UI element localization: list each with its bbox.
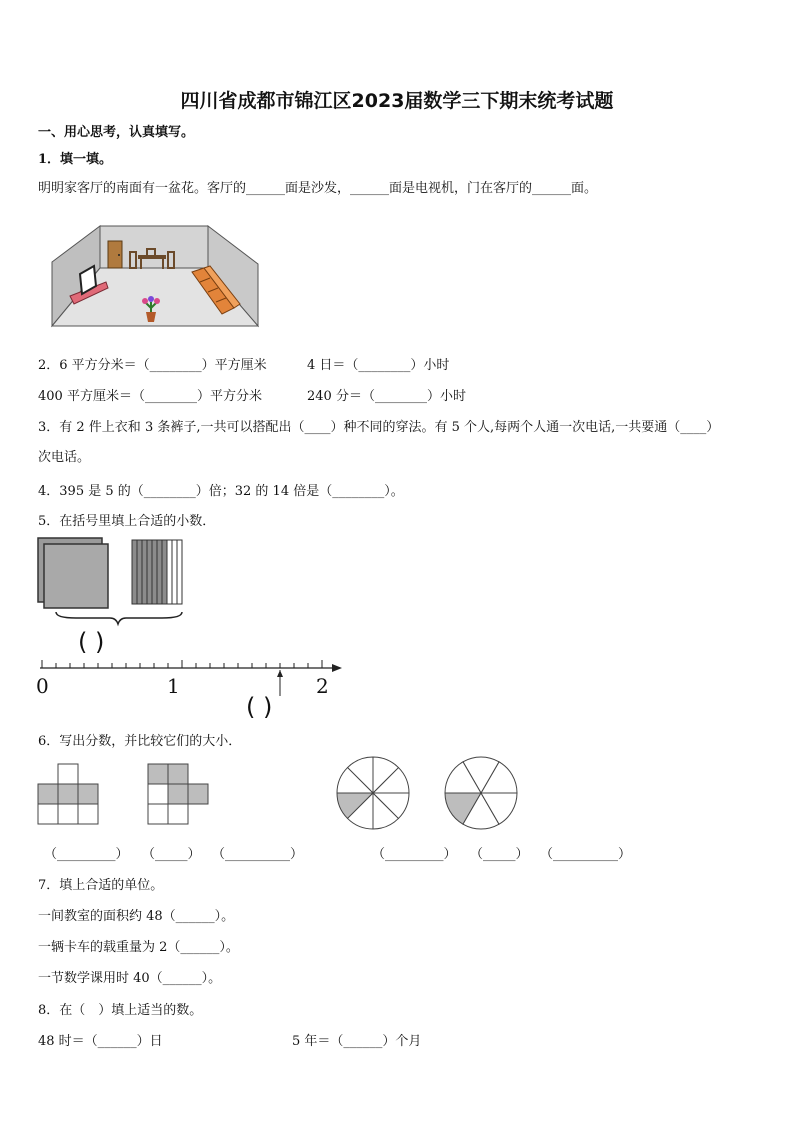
circle-figure-1 (335, 755, 411, 831)
q3-line2: 次电话。 (38, 450, 91, 465)
q8-heading: 8．在（ ）填上适当的数。 (38, 1003, 203, 1018)
living-room-illustration (50, 222, 260, 332)
q7-line1: 一间教室的面积约 48（______）。 (38, 909, 235, 924)
grid-figure-1 (38, 763, 102, 825)
q5-paren-1: ( ) (78, 628, 105, 656)
q2-line1a: 2．6 平方分米＝（________）平方厘米 (38, 358, 267, 373)
q2-line1b: 4 日＝（________）小时 (307, 358, 450, 373)
strip-8 (167, 540, 172, 604)
q2-line2b: 240 分＝（________）小时 (307, 389, 466, 404)
strip-10 (177, 540, 182, 604)
q6-blank-4: （_________） (372, 847, 457, 862)
strip-2 (137, 540, 142, 604)
q8-line1b: 5 年＝（______）个月 (292, 1034, 422, 1049)
axis-label-2: 2 (316, 674, 329, 698)
strip-6 (157, 540, 162, 604)
q7-heading: 7．填上合适的单位。 (38, 878, 164, 893)
q2-line2a: 400 平方厘米＝（________）平方分米 (38, 389, 262, 404)
number-line (36, 656, 346, 700)
strip-1 (132, 540, 137, 604)
q3-line1: 3．有 2 件上衣和 3 条裤子,一共可以搭配出（____）种不同的穿法。有 5 个人,每两个人通一次电话,一共要通（____） (38, 420, 720, 435)
strip-9 (172, 540, 177, 604)
q6-blank-3: （__________） (212, 847, 304, 862)
q1-heading: 1．填一填。 (38, 152, 113, 167)
q6-blank-5: （_____） (470, 847, 529, 862)
q6-blank-6: （__________） (540, 847, 632, 862)
brace (56, 612, 182, 624)
grid-figure-2 (148, 763, 212, 825)
strip-5 (152, 540, 157, 604)
value-arrow-head (277, 670, 283, 677)
q7-line3: 一节数学课用时 40（______）。 (38, 971, 222, 986)
q4-text: 4．395 是 5 的（________）倍；32 的 14 倍是（________）。 (38, 484, 404, 499)
axis-label-1: 1 (167, 674, 180, 698)
strip-3 (142, 540, 147, 604)
q6-blank-1: （_________） (44, 847, 129, 862)
section-heading: 一、用心思考，认真填写。 (38, 125, 195, 140)
partial-square (132, 540, 182, 604)
axis-label-0: 0 (36, 674, 49, 698)
strip-4 (147, 540, 152, 604)
circle-figure-2 (443, 755, 519, 831)
q5-heading: 5．在括号里填上合适的小数． (38, 514, 216, 529)
q1-text: 明明家客厅的南面有一盆花。客厅的______面是沙发，______面是电视机，门在客厅的______面。 (38, 181, 598, 196)
full-square-front (44, 544, 108, 608)
decimal-squares-figure (36, 536, 196, 626)
door (108, 241, 122, 268)
page-title: 四川省成都市锦江区2023届数学三下期末统考试题 (180, 90, 614, 112)
strip-7 (162, 540, 167, 604)
q6-heading: 6．写出分数，并比较它们的大小． (38, 734, 242, 749)
q6-blank-2: （_____） (142, 847, 201, 862)
q7-line2: 一辆卡车的载重量为 2（______）。 (38, 940, 239, 955)
q8-line1a: 48 时＝（______）日 (38, 1034, 163, 1049)
q5-paren-2: ( ) (246, 693, 273, 721)
